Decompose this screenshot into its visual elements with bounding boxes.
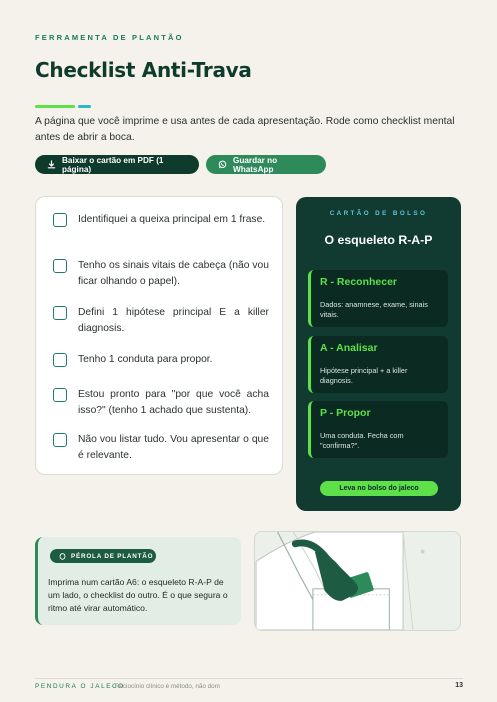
checklist-item-text: Tenho 1 conduta para propor. (78, 354, 213, 365)
step-title: A - Analisar (320, 342, 378, 354)
page-title: Checklist Anti-Trava (35, 58, 252, 82)
intro-text: A página que você imprime e usa antes de cada apresentação. Rode como checklist mental antes de abrir a boca. (35, 116, 455, 143)
pocket-card (296, 197, 461, 511)
accent-bar-teal (78, 105, 91, 108)
pocket-card-title: O esqueleto R-A-P (324, 233, 433, 247)
checkbox-icon[interactable] (53, 213, 67, 227)
eyebrow: FERRAMENTA DE PLANTÃO (35, 33, 184, 42)
pearl-badge (50, 549, 156, 563)
coat-pocket-illustration (255, 532, 460, 630)
checkbox-icon[interactable] (53, 433, 67, 447)
checkbox-icon[interactable] (53, 306, 67, 320)
illustration (254, 531, 461, 631)
step-description: Dados: anamnese, exame, sinais vitais. (320, 300, 428, 319)
checklist-card (35, 196, 283, 475)
pearl-text: Imprima num cartão A6: o esqueleto R-A-P de um lado, o checklist do outro. É o que segura o ritmo até virar automático. (48, 577, 228, 613)
footer-divider (35, 678, 463, 679)
rap-step-propose (308, 401, 448, 458)
pearl-icon (59, 553, 66, 560)
checkbox-icon[interactable] (53, 259, 67, 273)
download-icon (47, 160, 56, 169)
rap-step-analyze (308, 336, 448, 393)
pearl-badge-label: PÉROLA DE PLANTÃO (71, 552, 154, 560)
pearl-box (35, 537, 241, 625)
checkbox-icon[interactable] (53, 353, 67, 367)
checkbox-icon[interactable] (53, 388, 67, 402)
download-pdf-label: Baixar o cartão em PDF (1 página) (62, 155, 164, 174)
whatsapp-icon (218, 160, 227, 169)
accent-bar-lime (35, 105, 75, 108)
checklist-item-text: Tenho os sinais vitais de cabeça (não vou ficar olhando o papel). (78, 260, 269, 287)
checklist-item-text: Não vou listar tudo. Vou apresentar o que é relevante. (78, 434, 269, 461)
pocket-card-eyebrow: CARTÃO DE BOLSO (329, 210, 428, 217)
rap-step-recognize (308, 270, 448, 327)
save-whatsapp-label: Guardar no WhatsApp (233, 155, 278, 174)
checklist-item-text: Defini 1 hipótese principal E a killer diagnosis. (78, 307, 269, 334)
page-number: 13 (455, 682, 463, 689)
checklist-item-text: Identifiquei a queixa principal em 1 frase. (78, 214, 266, 225)
step-description: Uma conduta. Fecha com "confirma?". (320, 431, 404, 450)
checklist-item-text: Estou pronto para "por que você acha isso?" (tenho 1 achado que sustenta). (78, 389, 269, 416)
pocket-card-button[interactable]: Leva no bolso do jaleco (320, 481, 438, 496)
step-title: R - Reconhecer (320, 276, 398, 288)
footer-tagline: · Raciocínio clínico é método, não dom (111, 683, 220, 690)
step-title: P - Propor (320, 407, 371, 419)
save-whatsapp-button[interactable] (206, 155, 326, 174)
footer-brand: PENDURA O JALECO (35, 683, 125, 690)
step-description: Hipótese principal + a killer diagnosis. (320, 366, 408, 385)
download-pdf-button[interactable] (35, 155, 199, 174)
